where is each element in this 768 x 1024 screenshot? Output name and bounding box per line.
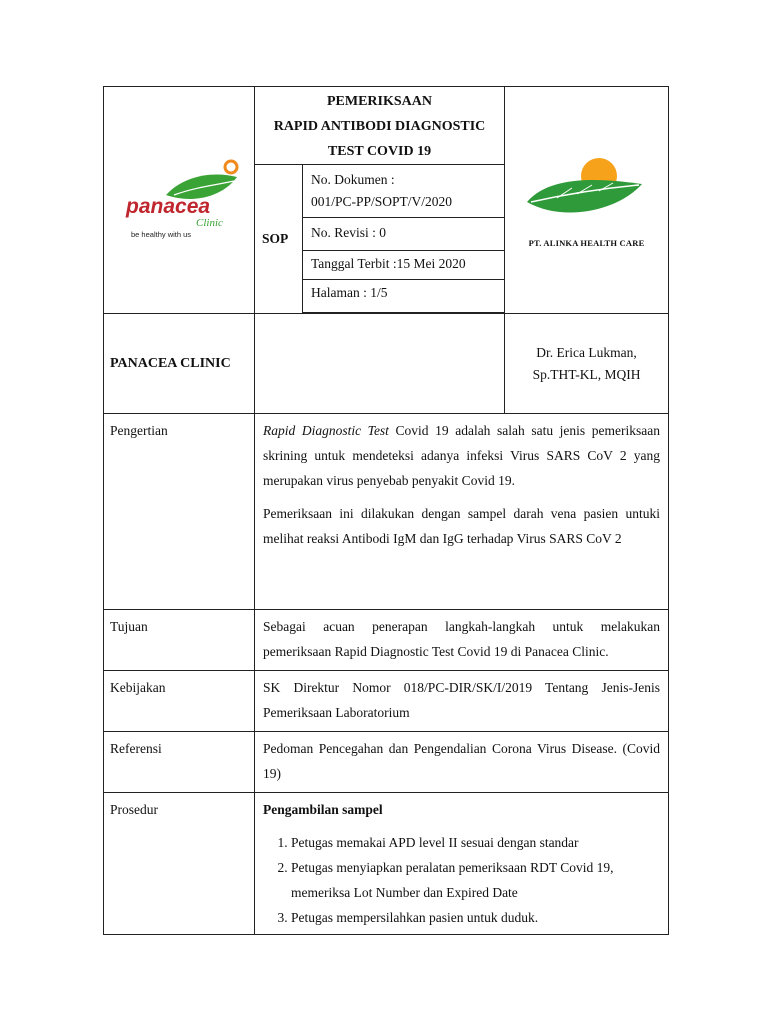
sop-table [103, 86, 669, 935]
prosedur-label: Prosedur [104, 793, 255, 935]
prosedur-content [255, 793, 669, 935]
pengertian-paragraph-1: Rapid Diagnostic Test Covid 19 adalah salah satu jenis pemeriksaan skrining untuk mendeteksi adanya infeksi Virus SARS CoV 2 yang merupakan virus penyebab penyakit Covid 19. [263, 423, 660, 488]
rdt-italic-term: Rapid Diagnostic Test [263, 423, 389, 438]
signer-title: Sp.THT-KL, MQIH [532, 366, 641, 382]
revision-number: No. Revisi : 0 [303, 218, 505, 251]
tagline-text: be healthy with us [131, 230, 192, 239]
referensi-label: Referensi [104, 732, 255, 793]
doc-no-value: 001/PC-PP/SOPT/V/2020 [311, 194, 453, 209]
orange-circle-icon [225, 161, 237, 173]
prosedur-subheading: Pengambilan sampel [263, 802, 383, 817]
document-number [303, 165, 505, 218]
pengertian-label: Pengertian [104, 414, 255, 610]
kebijakan-label: Kebijakan [104, 671, 255, 732]
list-item: 3. Petugas mempersilahkan pasien untuk duduk. [291, 905, 660, 930]
kebijakan-content: SK Direktur Nomor 018/PC-DIR/SK/I/2019 Tentang Jenis-Jenis Pemeriksaan Laboratorium [255, 671, 669, 732]
title-line-1: PEMERIKSAAN [326, 94, 432, 109]
pengertian-paragraph-2: Pemeriksaan ini dilakukan dengan sampel darah vena pasien untuki melihat reaksi Antibodi IgM dan IgG terhadap Virus SARS CoV 2 [263, 506, 660, 546]
list-item: 2. Petugas menyiapkan peralatan pemeriksaan RDT Covid 19, memeriksa Lot Number dan Expired Date [291, 855, 660, 905]
alinka-logo-cell [505, 87, 669, 314]
pengertian-content [255, 414, 669, 610]
title-line-3: TEST COVID 19 [327, 144, 432, 159]
doc-no-label: No. Dokumen : [311, 172, 395, 187]
tujuan-content: Sebagai acuan penerapan langkah-langkah untuk melakukan pemeriksaan Rapid Diagnostic Test Covid 19 di Panacea Clinic. [255, 610, 669, 671]
blank-cell [255, 314, 505, 414]
clinic-name: PANACEA CLINIC [104, 314, 255, 414]
panacea-logo-cell [104, 87, 255, 314]
list-item: 1. Petugas memakai APD level II sesuai dengan standar [291, 830, 660, 855]
clinic-sub-text: Clinic [196, 217, 223, 229]
alinka-name-text: PT. ALINKA HEALTH CARE [528, 238, 645, 248]
leaf-icon [527, 180, 642, 213]
panacea-clinic-logo [104, 155, 254, 245]
issue-date: Tanggal Terbit :15 Mei 2020 [303, 251, 505, 280]
signer-block [505, 314, 669, 414]
prosedur-steps [263, 830, 660, 930]
alinka-health-care-logo [517, 152, 657, 232]
signer-name: Dr. Erica Lukman, [536, 344, 637, 360]
document-title [255, 87, 505, 165]
sop-label: SOP [255, 165, 303, 314]
title-line-2: RAPID ANTIBODI DIAGNOSTIC [273, 119, 486, 134]
panacea-brand-text: panacea [126, 195, 211, 218]
page-number: Halaman : 1/5 [303, 280, 505, 313]
tujuan-label: Tujuan [104, 610, 255, 671]
referensi-content: Pedoman Pencegahan dan Pengendalian Corona Virus Disease. (Covid 19) [255, 732, 669, 793]
